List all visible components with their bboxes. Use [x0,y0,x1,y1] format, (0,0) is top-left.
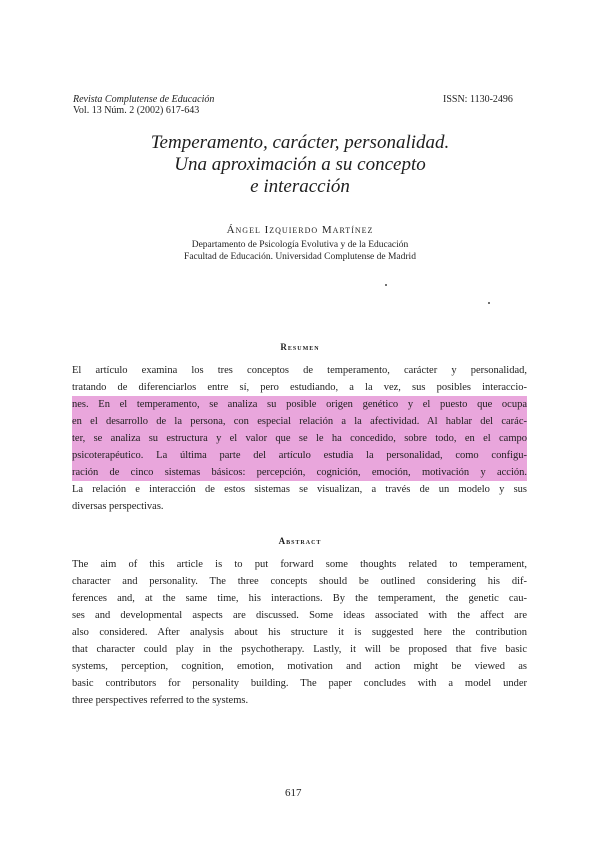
abstract-line: systems, perception, cognition, emotion, motivation and action might be viewed as [72,661,527,672]
resumen-line-highlighted: nes. En el temperamento, se analiza su posible origen genético y el puesto que ocupa [72,396,527,413]
journal-name: Revista Complutense de Educación [73,94,215,105]
journal-volume: Vol. 13 Núm. 2 (2002) 617-643 [73,105,200,116]
scan-speck [385,284,387,286]
abstract-line: The aim of this article is to put forward some thoughts related to temperament, [72,559,527,570]
title-line: Temperamento, carácter, personalidad. [150,132,450,153]
resumen-line: diversas perspectivas. [72,501,164,512]
resumen-line-highlighted: psicoterapéutico. La última parte del artículo estudia la personalidad, como configu- [72,447,527,464]
abstract-line: also considered. After analysis about his structure it is suggested here the contribution [72,627,527,638]
resumen-paragraph [72,362,527,515]
resumen-line-highlighted: ter, se analiza su estructura y el valor que se le ha concedido, sobre todo, en el campo [72,430,527,447]
scan-speck [488,302,490,304]
abstract-line: three perspectives referred to the systems. [72,695,249,706]
author-name: Ángel Izquierdo Martínez [226,224,374,236]
title-line: e interacción [250,176,350,197]
resumen-heading: Resumen [280,342,320,352]
abstract-line: ferences and, at the same time, his interactions. By the temperament, the genetic cau- [72,593,527,604]
abstract-line: character and personality. The three concepts should be outlined considering his dif- [72,576,527,587]
affiliation-line: Departamento de Psicología Evolutiva y de la Educación [191,240,409,250]
abstract-line: ses and developmental aspects are discussed. Some ideas associated with the affect are [72,610,527,621]
abstract-line: that character could play in the psychotherapy. Lastly, it will be proposed that five basic [72,644,527,655]
abstract-paragraph [72,556,527,709]
abstract-line: basic contributors for personality building. The paper concludes with a model under [72,678,527,689]
page-number: 617 [285,787,302,799]
author-affiliation [120,239,480,263]
abstract-heading: Abstract [278,536,322,546]
resumen-line-highlighted: ración de cinco sistemas básicos: percepción, cognición, emoción, motivación y acción. [72,464,527,481]
resumen-line: La relación e interacción de estos sistemas se visualizan, a través de un modelo y sus [72,484,527,495]
resumen-line: tratando de diferenciarlos entre sí, pero estudiando, a la vez, sus posibles interaccio- [72,382,527,393]
resumen-line: El artículo examina los tres conceptos de temperamento, carácter y personalidad, [72,365,527,376]
journal-citation [73,94,214,116]
affiliation-line: Facultad de Educación. Universidad Complutense de Madrid [184,252,416,262]
title-line: Una aproximación a su concepto [174,154,426,175]
article-title [100,132,500,198]
resumen-line-highlighted: en el desarrollo de la persona, con especial relación a la afectividad. Al hablar del carác- [72,413,527,430]
issn: ISSN: 1130-2496 [443,94,513,105]
